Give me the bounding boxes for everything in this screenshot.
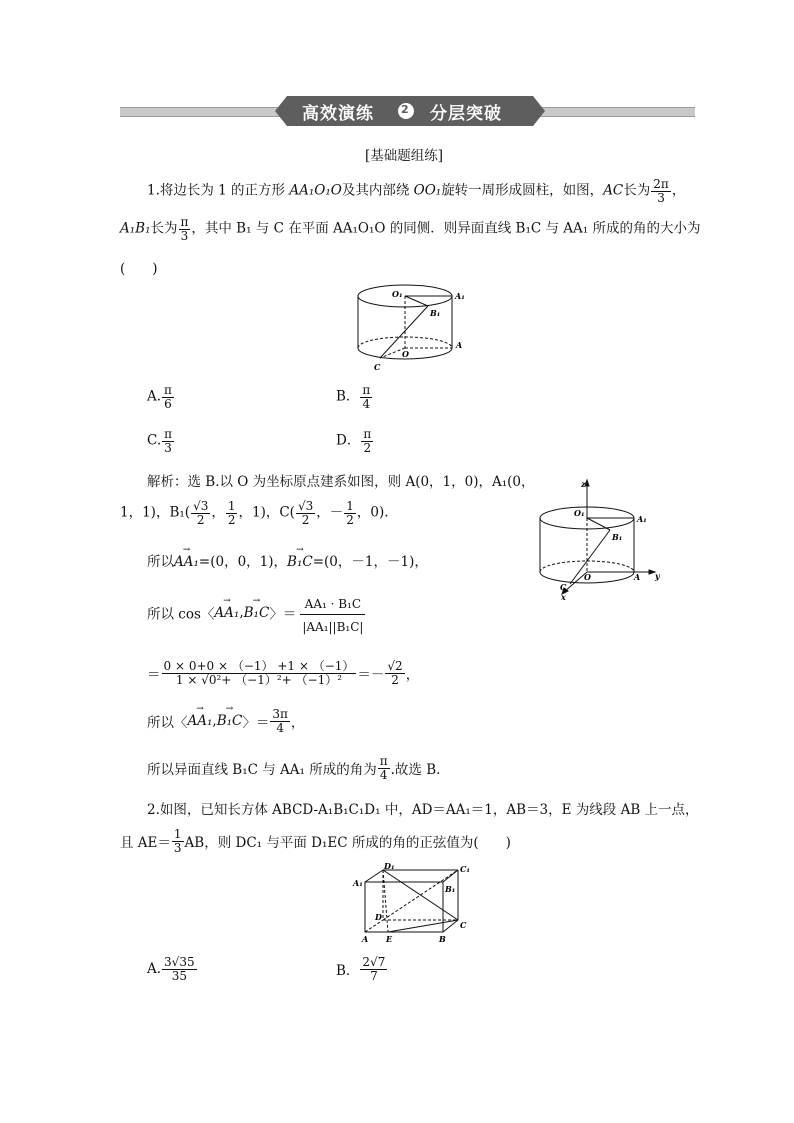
q1-text: 旋转一周形成圆柱，如图，	[441, 182, 604, 199]
q1-fraction: $\frac{\pi}{3}$	[180, 215, 189, 243]
fig2-label-x: x	[561, 592, 566, 600]
solution-line6: 所以〈→ AA₁,→ B₁C〉＝ $\frac{3\pi}{4}$ ，	[147, 708, 304, 734]
q1-line2	[120, 216, 701, 242]
fig2-label-C: C	[560, 582, 567, 592]
fig3-label-C: C	[460, 920, 467, 930]
fig1-label-O1: O₁	[392, 289, 403, 299]
q1-option-d[interactable]: D． $\frac{\pi}{2}$	[336, 427, 372, 455]
banner-circle-number: 2	[401, 103, 410, 116]
fig3-label-E: E	[386, 934, 393, 944]
fig2-label-A: A	[634, 572, 641, 582]
section-banner	[120, 96, 695, 126]
fig1-label-A1: A₁	[455, 291, 465, 301]
q1-arc: AC	[603, 182, 624, 199]
fig1-label-A: A	[456, 340, 463, 350]
fig3-label-C1: C₁	[460, 864, 470, 874]
fig2-label-B1: B₁	[612, 532, 623, 542]
fig3-label-A: A	[362, 934, 369, 944]
banner-left-text: 高效演练	[302, 104, 374, 124]
q1-fraction: $\frac{2\pi}{3}$	[653, 177, 669, 205]
q2-line1: 2.如图，已知长方体 ABCD-A₁B₁C₁D₁ 中，AD＝AA₁＝1，AB＝3，E 为线段 AB 上一点，	[147, 802, 699, 818]
q2-option-a[interactable]: A. $\frac{3√35}{35}$	[147, 955, 195, 983]
cylinder-axes-figure	[530, 478, 670, 600]
cuboid-figure	[350, 862, 475, 950]
solution-line3: 所以→ AA₁=(0，0，1)，→ B₁C=(0，－1，－1)，	[147, 550, 428, 570]
q1-line1: 1.将边长为 1 的正方形 AA₁O₁O及其内部绕 OO₁旋转一周形成圆柱，如图，AC长为 $\frac{2\pi}{3}$ ，	[147, 177, 686, 205]
solution-line1: 解析：选 B.以 O 为坐标原点建系如图，则 A(0，1，0)，A₁(0，	[147, 474, 535, 490]
q1-text: 1.将边长为 1 的正方形	[147, 182, 286, 199]
fig3-label-B: B	[439, 934, 446, 944]
q1-arc2: A₁B₁	[120, 220, 151, 237]
q1-text: 长为	[623, 182, 651, 199]
fig3-label-A1: A₁	[353, 878, 363, 888]
q1-text: 及其内部绕	[341, 182, 410, 199]
q1-option-c[interactable]: C. $\frac{\pi}{3}$	[147, 427, 173, 455]
fig1-label-O: O	[402, 349, 409, 359]
fig2-label-A1: A₁	[637, 514, 647, 524]
q1-option-b[interactable]: B． $\frac{\pi}{4}$	[336, 383, 371, 411]
solution-line4: 所以 cos〈→ AA₁,→ B₁C〉＝ $\frac{\text{AA₁ · B₁C}}{\text{|AA₁||B₁C|}}$	[147, 592, 366, 633]
q1-text: ，其中 B₁ 与 C 在平面 AA₁O₁O 的同侧．则异面直线 B₁C 与 AA₁ 所成的角的大小为	[191, 220, 701, 237]
q1-text: 长为	[150, 220, 178, 237]
q2-line2: 且 AE＝ $\frac{1}{3}$ AB，则 DC₁ 与平面 D₁EC 所成的角的正弦值为( )	[120, 827, 511, 855]
q2-option-b[interactable]: B． $\frac{2√7}{7}$	[336, 955, 386, 983]
solution-line2: 1，1)，B₁( $\frac{√3}{2}$ ， $\frac{1}{2}$ ，1)，C( $\frac{√3}{2}$ ，－ $\frac{1}{2}$ ，0).	[120, 499, 389, 527]
fig1-label-B1: B₁	[430, 308, 441, 318]
cylinder-figure	[350, 276, 480, 376]
banner-right-text: 分层突破	[430, 104, 502, 124]
fig2-label-z: z	[581, 479, 586, 489]
fig3-label-D1: D₁	[384, 862, 395, 871]
solution-line5: ＝ $\frac{0 \times 0+0 \times (-1) +1 \times (-1)}{\text{1 × √0²+ （−1）²+ （−1）²}}$ ＝－ $\frac{√2}{2}$ ，	[147, 659, 420, 687]
fig2-label-O: O	[584, 572, 591, 582]
section-title: [基础题组练]	[365, 148, 444, 164]
fig1-label-C: C	[374, 362, 381, 372]
q1-option-a[interactable]: A. $\frac{\pi}{6}$	[147, 383, 172, 411]
fig2-label-O1: O₁	[574, 508, 585, 518]
q1-axis: OO₁	[413, 182, 442, 199]
q1-paren: ( )	[120, 261, 158, 277]
fig3-label-B1: B₁	[445, 884, 456, 894]
solution-line7: 所以异面直线 B₁C 与 AA₁ 所成的角为 $\frac{\pi}{4}$ .故选 B.	[147, 754, 441, 782]
fig2-label-y: y	[655, 571, 660, 581]
fig3-label-D: D	[375, 912, 382, 922]
q1-square: AA₁O₁O	[289, 182, 342, 199]
